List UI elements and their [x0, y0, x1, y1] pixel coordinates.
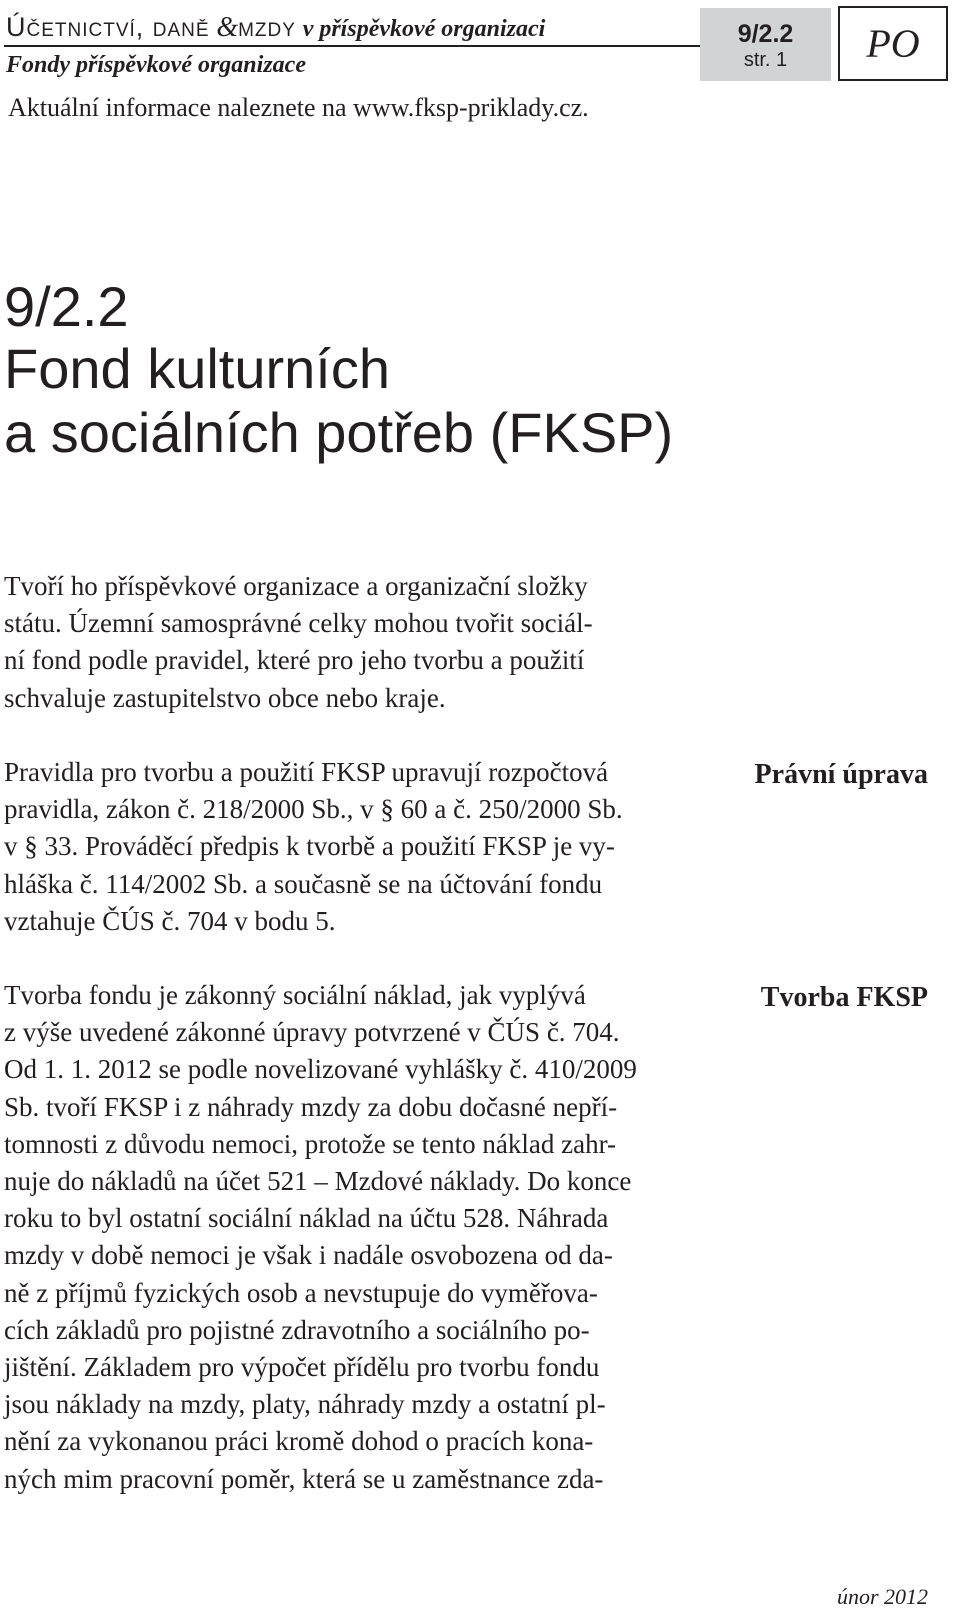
header-rule [4, 45, 700, 47]
text-line: jištění. Základem pro výpočet přídělu pro tvorbu fondu [4, 1352, 600, 1383]
header-title-subtitle: v příspěvkové organizaci [302, 16, 546, 42]
header-title-part2: mzdy [238, 12, 296, 42]
text-line: ní fond podle pravidel, které pro jeho tvorbu a použití [4, 645, 585, 676]
text-line: ných mim pracovní poměr, která se u zaměstnance zda- [4, 1463, 604, 1494]
text-line: jsou náklady na mzdy, platy, náhrady mzdy a ostatní pl- [4, 1389, 606, 1420]
text-line: vztahuje ČÚS č. 704 v bodu 5. [4, 905, 336, 936]
text-line: nuje do nákladů na účet 521 – Mzdové náklady. Do konce [4, 1166, 632, 1197]
chapter-number: 9/2.2 [4, 275, 129, 338]
organization-tag: PO [838, 6, 948, 81]
text-line: mzdy v době nemoci je však i nadále osvobozena od da- [4, 1240, 613, 1271]
chapter-title-line: a sociálních potřeb (FKSP) [4, 401, 674, 464]
text-line: nění za vykonanou práci kromě dohod o pracích kona- [4, 1426, 594, 1457]
text-line: pravidla, zákon č. 218/2000 Sb., v § 60 a č. 250/2000 Sb. [4, 794, 623, 825]
header-title-part1: Účetnictví, daně [6, 12, 210, 42]
text-line: hláška č. 114/2002 Sb. a současně se na účtování fondu [4, 868, 603, 899]
text-line: státu. Územní samosprávné celky mohou tvořit sociál- [4, 608, 593, 639]
text-line: Tvorba fondu je zákonný sociální náklad, jak vyplývá [4, 980, 586, 1010]
header-info-text: Aktuální informace naleznete na www.fksp-priklady.cz. [8, 93, 589, 122]
chapter-title-line: Fond kulturních [4, 337, 390, 400]
margin-label-creation: Tvorba FKSP [760, 982, 928, 1013]
text-line: Od 1. 1. 2012 se podle novelizované vyhlášky č. 410/2009 [4, 1054, 637, 1085]
paragraph-intro [4, 568, 677, 717]
running-header-title [6, 10, 676, 46]
text-line: ně z příjmů fyzických osob a nevstupuje do vyměřova- [4, 1277, 598, 1308]
paragraph-legal [4, 754, 677, 940]
text-line: Tvoří ho příspěvkové organizace a organizační složky [4, 571, 588, 601]
margin-label-legal: Právní úprava [754, 759, 928, 790]
text-line: z výše uvedené zákonné úpravy potvrzené v ČÚS č. 704. [4, 1017, 620, 1048]
text-line: v § 33. Prováděcí předpis k tvorbě a použití FKSP je vy- [4, 831, 615, 862]
text-line: Pravidla pro tvorbu a použití FKSP upravují rozpočtová [4, 757, 609, 787]
text-line: roku to byl ostatní sociální náklad na účtu 528. Náhrada [4, 1203, 609, 1234]
chapter-title [4, 337, 704, 465]
section-code: 9/2.2 [737, 20, 794, 48]
text-line: cích základů pro pojistné zdravotního a sociálního po- [4, 1314, 590, 1345]
paragraph-creation [4, 977, 677, 1498]
text-line: tomnosti z důvodu nemoci, protože se tento náklad zahr- [4, 1128, 617, 1159]
text-line: Sb. tvoří FKSP i z náhrady mzdy za dobu dočasné nepří- [4, 1091, 618, 1122]
section-box [700, 8, 831, 81]
header-title-ampersand: & [216, 12, 239, 43]
text-line: schvaluje zastupitelstvo obce nebo kraje. [4, 682, 446, 713]
section-page: str. 1 [743, 49, 788, 71]
running-header-subtitle: Fondy příspěvkové organizace [6, 52, 306, 78]
footer-date: únor 2012 [836, 1584, 928, 1609]
